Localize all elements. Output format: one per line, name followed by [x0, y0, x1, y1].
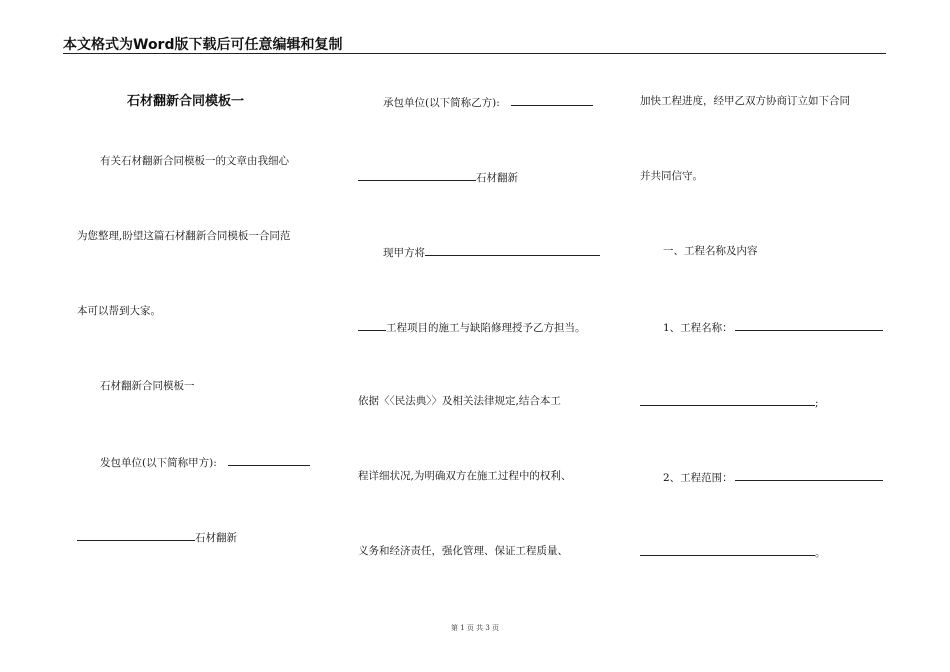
project-blank-2: [358, 169, 476, 181]
header-text: 本文格式为Word版下载后可任意编辑和复制: [63, 37, 343, 53]
col3-line-7: [640, 544, 826, 560]
project-blank-3: [425, 244, 600, 256]
col2-line-4-text: 工程项目的施工与缺陷修理授予乙方担当。: [386, 322, 586, 334]
project-name-blank-2: [640, 394, 815, 406]
col1-line-2: 为您整理,盼望这篇石材翻新合同模板一合同范: [77, 230, 291, 242]
project-blank-1: [77, 529, 195, 541]
col3-line-6: [663, 469, 883, 485]
col2-line-3-text: 现甲方将: [383, 247, 425, 259]
col2-line-2-text: 石材翻新: [476, 172, 518, 184]
document-title: 石材翻新合同模板一: [127, 94, 245, 109]
col2-line-4: [358, 319, 586, 335]
project-blank-4: [358, 319, 386, 331]
page-footer: 第 1 页 共 3 页: [450, 624, 500, 632]
col1-line-3: 本可以帮到大家。: [77, 305, 161, 317]
col1-line-5: [100, 454, 310, 470]
party-a-label: 发包单位(以下简称甲方):: [100, 457, 217, 469]
party-b-blank: [511, 94, 593, 106]
col2-line-2: [358, 169, 518, 185]
party-b-label: 承包单位(以下简称乙方):: [383, 97, 500, 109]
col1-line-4: 石材翻新合同模板一: [100, 380, 195, 392]
col1-line-1: 有关石材翻新合同模板一的文章由我细心: [100, 155, 289, 167]
project-scope-label: 2、工程范围：: [663, 472, 733, 484]
col3-line-5-text: ;: [815, 397, 819, 409]
project-scope-blank-2: [640, 544, 815, 556]
col2-line-7: 义务和经济责任，强化管理、保证工程质量、: [358, 545, 568, 557]
col3-line-4: [663, 319, 883, 335]
col2-line-3: [383, 244, 600, 260]
col3-line-1: 加快工程进度，经甲乙双方协商订立如下合同: [640, 95, 850, 107]
col3-line-2: 并共同信守。: [640, 170, 703, 182]
col2-line-5: 依据〈〈民法典〉〉及相关法律规定,结合本工: [358, 395, 561, 407]
project-name-label: 1、工程名称：: [663, 322, 733, 334]
section-heading: 一、工程名称及内容: [663, 245, 758, 257]
col2-line-6: 程详细状况,为明确双方在施工过程中的权利、: [358, 470, 572, 482]
col3-line-7-text: 。: [815, 547, 826, 559]
project-name-blank: [735, 319, 883, 331]
project-scope-blank: [735, 469, 883, 481]
col3-line-5: [640, 394, 819, 410]
col1-line-6: [77, 529, 237, 545]
col1-line-6-text: 石材翻新: [195, 532, 237, 544]
col2-line-1: [383, 94, 593, 110]
party-a-blank: [228, 454, 310, 466]
document-header: [63, 34, 886, 54]
